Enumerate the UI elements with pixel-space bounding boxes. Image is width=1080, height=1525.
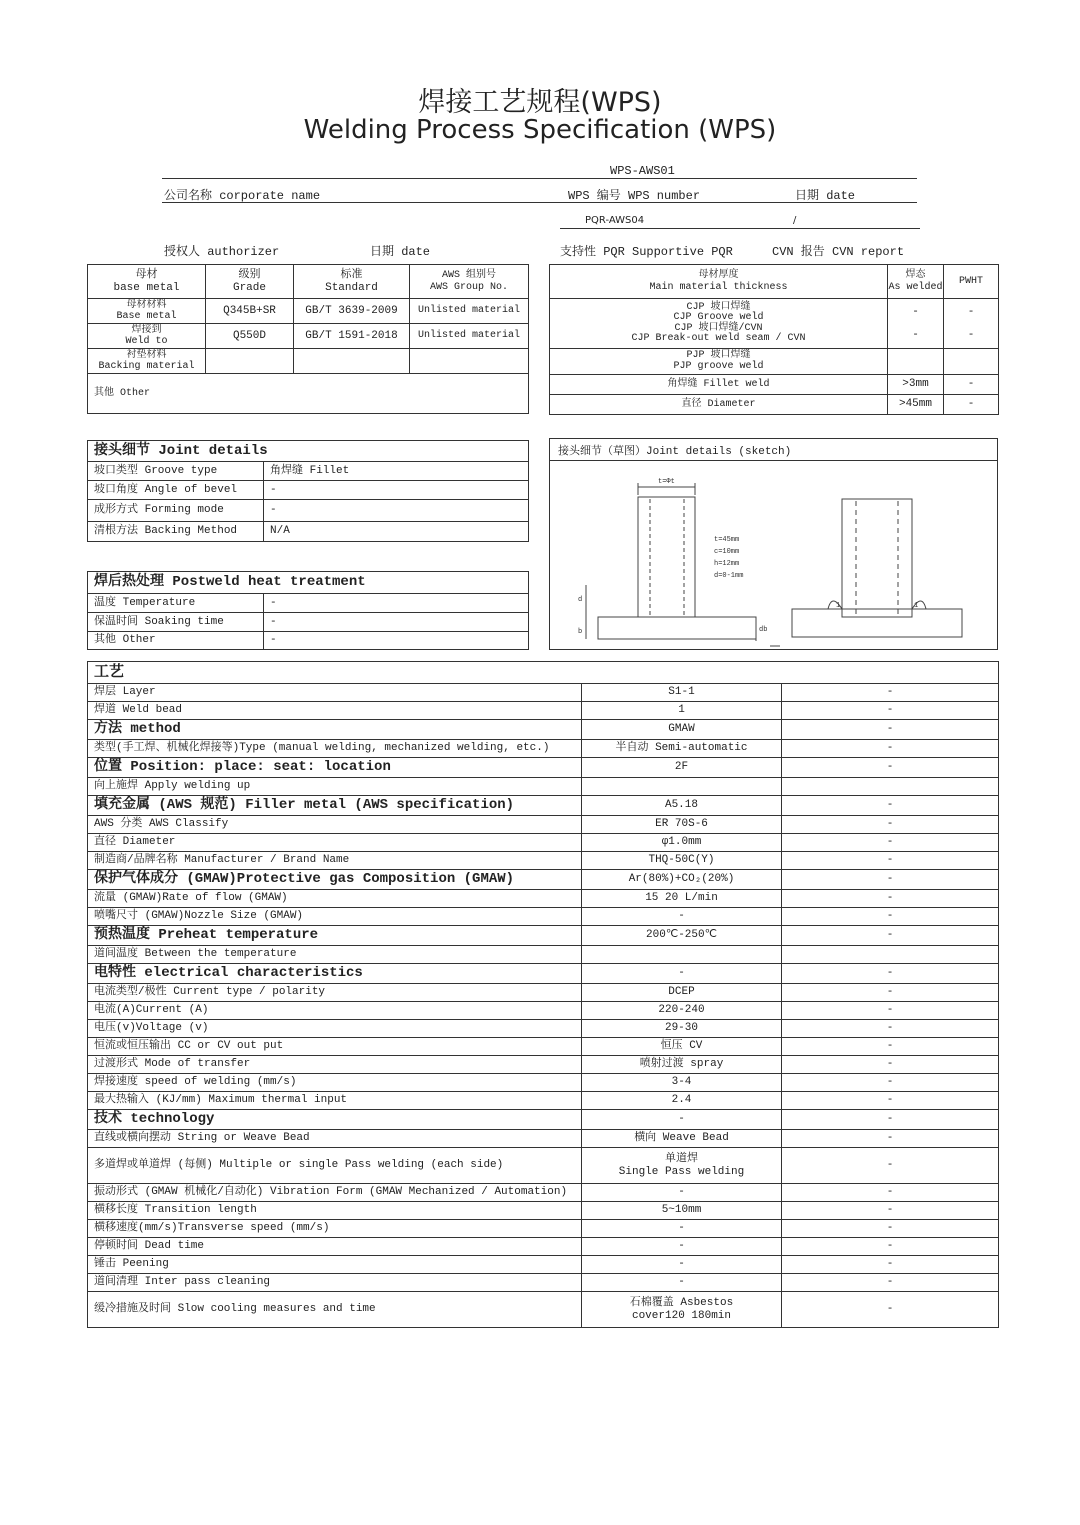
process-label: 停顿时间 Dead time [88,1238,582,1256]
process-right: - [782,1238,999,1256]
process-label: 多道焊或单道焊 (每侧) Multiple or single Pass welding (each side) [88,1148,582,1184]
date-label-1: 日期 date [795,189,856,203]
process-right: - [782,1020,999,1038]
other-label: 其他 Other [88,374,529,414]
process-right: - [782,702,999,720]
process-label: 类型(手工焊、机械化焊接等)Type (manual welding, mechanized welding, etc.) [88,740,582,758]
cell-as-welded [888,349,944,375]
header-line-1 [162,178,917,179]
process-value: A5.18 [582,796,782,816]
process-right: - [782,852,999,870]
pwht-table [87,571,529,650]
sketch-dim-d: d=0-1mm [714,572,744,580]
process-right: - [782,1292,999,1328]
cell-as-welded: - - [888,299,944,349]
process-value [582,946,782,964]
process-right: - [782,720,999,740]
cell-pwht: - - [944,299,999,349]
process-value: 单道焊 Single Pass welding [582,1148,782,1184]
row-value: - [264,613,529,632]
process-right: - [782,1074,999,1092]
process-row [88,1110,999,1130]
process-label: 横移长度 Transition length [88,1202,582,1220]
process-value: - [582,1256,782,1274]
cell-pwht [944,349,999,375]
sketch-title: 接头细节（草图）Joint details (sketch) [558,446,792,458]
process-label: 电流类型/极性 Current type / polarity [88,984,582,1002]
cell-pwht: - [944,395,999,415]
base-metal-table [87,264,529,414]
process-row [88,1274,999,1292]
row-value: - [264,500,529,522]
process-row [88,1020,999,1038]
process-row [88,1056,999,1074]
process-label: 道间清理 Inter pass cleaning [88,1274,582,1292]
process-value: 石棉覆盖 Asbestos cover120 180min [582,1292,782,1328]
row-label: 保温时间 Soaking time [88,613,264,632]
process-right: - [782,1256,999,1274]
cell-group: Unlisted material [410,299,529,324]
process-row [88,1292,999,1328]
process-label: AWS 分类 AWS Classify [88,816,582,834]
cell-group [410,349,529,374]
process-right: - [782,1274,999,1292]
process-label: 预热温度 Preheat temperature [88,926,582,946]
sketch-base-plate-left [598,617,756,639]
wps-number-label: WPS 编号 WPS number [568,189,701,203]
process-right: - [782,1220,999,1238]
process-label: 位置 Position: place: seat: location [88,758,582,778]
row-label: 成形方式 Forming mode [88,500,264,522]
process-label: 锤击 Peening [88,1256,582,1274]
process-value [582,778,782,796]
process-value: - [582,964,782,984]
process-right: - [782,816,999,834]
row-value: 角焊缝 Fillet [264,462,529,481]
process-right: - [782,890,999,908]
process-label: 横移速度(mm/s)Transverse speed (mm/s) [88,1220,582,1238]
process-row [88,702,999,720]
row-label: 其他 Other [88,632,264,650]
process-label: 最大热输入 (KJ/mm) Maximum thermal input [88,1092,582,1110]
process-title: 工艺 [88,662,999,684]
sketch-left-dim-b: b [578,628,583,636]
process-value: S1-1 [582,684,782,702]
process-right: - [782,908,999,926]
process-right: - [782,834,999,852]
process-row [88,1002,999,1020]
sketch-circle-label-left: 1 [836,602,841,610]
process-label: 道间温度 Between the temperature [88,946,582,964]
process-row [88,984,999,1002]
process-row [88,684,999,702]
process-row [88,964,999,984]
process-value: 2.4 [582,1092,782,1110]
process-label: 恒流或恒压输出 CC or CV out put [88,1038,582,1056]
process-right: - [782,1056,999,1074]
row-value: - [264,632,529,650]
process-value: 半自动 Semi-automatic [582,740,782,758]
corporate-name-label: 公司名称 corporate name [164,189,321,203]
process-row [88,1074,999,1092]
process-label: 焊道 Weld bead [88,702,582,720]
joint-sketch [550,461,997,649]
process-label: 焊层 Layer [88,684,582,702]
pwht-title: 焊后热处理 Postweld heat treatment [88,572,529,594]
joint-details-title: 接头细节 Joint details [88,441,529,462]
sketch-top-dim: t=Φt [658,478,675,486]
process-right: - [782,1110,999,1130]
process-right: - [782,926,999,946]
pqr-value: PQR-AWS04 [585,215,645,226]
process-value: 5~10mm [582,1202,782,1220]
process-label: 向上施焊 Apply welding up [88,778,582,796]
process-value: 200℃-250℃ [582,926,782,946]
cell-as-welded: >45mm [888,395,944,415]
process-row [88,1184,999,1202]
header-line-3 [560,228,920,229]
col-header-main-thickness: 母材厚度 Main material thickness [550,265,888,299]
process-row [88,834,999,852]
process-value: φ1.0mm [582,834,782,852]
row-value: - [264,594,529,613]
process-label: 直线或横向摆动 String or Weave Bead [88,1130,582,1148]
sketch-dim-t: t=45mm [714,536,740,544]
process-right: - [782,1038,999,1056]
cell-grade [206,349,294,374]
process-row [88,908,999,926]
process-right [782,778,999,796]
process-row [88,926,999,946]
process-label: 喷嘴尺寸 (GMAW)Nozzle Size (GMAW) [88,908,582,926]
row-label: 坡口角度 Angle of bevel [88,481,264,500]
process-right: - [782,1148,999,1184]
cell-standard: GB/T 3639-2009 [294,299,410,324]
process-right: - [782,740,999,758]
cell-pwht: - [944,375,999,395]
process-row [88,946,999,964]
process-value: - [582,908,782,926]
process-table [87,661,999,1328]
sketch-left-dim-a: d [578,596,583,604]
sketch-dim-h: h=12mm [714,560,740,568]
process-label: 制造商/品牌名称 Manufacturer / Brand Name [88,852,582,870]
process-right: - [782,1202,999,1220]
row-label-backing: 衬垫材料 Backing material [88,349,206,374]
wps-number-value: WPS-AWS01 [610,164,675,178]
process-right: - [782,796,999,816]
process-right: - [782,984,999,1002]
process-value: 220-240 [582,1002,782,1020]
process-right [782,946,999,964]
process-right: - [782,1092,999,1110]
process-right: - [782,1002,999,1020]
cell-group: Unlisted material [410,324,529,349]
process-label: 流量 (GMAW)Rate of flow (GMAW) [88,890,582,908]
date-label-2: 日期 date [370,245,431,259]
process-value: 15 20 L/min [582,890,782,908]
cell-standard [294,349,410,374]
process-label: 振动形式 (GMAW 机械化/自动化) Vibration Form (GMAW Mechanized / Automation) [88,1184,582,1202]
process-value: GMAW [582,720,782,740]
process-value: ER 70S-6 [582,816,782,834]
row-label-weld-to: 焊接到 Weld to [88,324,206,349]
page-title-en: Welding Process Specification (WPS) [303,115,777,145]
process-label: 电特性 electrical characteristics [88,964,582,984]
process-value: - [582,1220,782,1238]
process-row [88,852,999,870]
process-row [88,1092,999,1110]
row-label: 温度 Temperature [88,594,264,613]
col-header-pwht: PWHT [944,265,999,299]
process-value: 2F [582,758,782,778]
process-row [88,1038,999,1056]
process-row [88,816,999,834]
page-title-cn: 焊接工艺规程(WPS) [418,87,662,118]
process-value: - [582,1238,782,1256]
process-value: - [582,1110,782,1130]
process-value: THQ-50C(Y) [582,852,782,870]
process-right: - [782,1130,999,1148]
sketch-box [549,438,998,650]
process-label: 技术 technology [88,1110,582,1130]
process-row [88,1148,999,1184]
process-value: 喷射过渡 spray [582,1056,782,1074]
process-right: - [782,758,999,778]
row-cjp: CJP 坡口焊缝 CJP Groove weld CJP 坡口焊缝/CVN CJP Break-out weld seam / CVN [550,299,888,349]
thickness-table [549,264,999,415]
process-row [88,740,999,758]
process-row [88,778,999,796]
process-label: 缓冷措施及时间 Slow cooling measures and time [88,1292,582,1328]
cell-standard: GB/T 1591-2018 [294,324,410,349]
process-label: 电流(A)Current (A) [88,1002,582,1020]
process-value: Ar(80%)+CO₂(20%) [582,870,782,890]
process-row [88,758,999,778]
process-row [88,1130,999,1148]
process-right: - [782,1184,999,1202]
process-right: - [782,964,999,984]
process-right: - [782,870,999,890]
process-value: - [582,1184,782,1202]
col-header-as-welded: 焊态 As welded [888,265,944,299]
supporting-pqr-label: 支持性 PQR Supportive PQR [560,245,733,259]
sketch-right-dim: db [759,626,768,634]
cell-as-welded: >3mm [888,375,944,395]
process-label: 方法 method [88,720,582,740]
row-value: - [264,481,529,500]
process-value: - [582,1274,782,1292]
col-header-standard: 标准 Standard [294,265,410,299]
sketch-dim-c: c=10mm [714,548,740,556]
process-row [88,1256,999,1274]
header-line-2 [162,202,917,203]
process-value: 29-30 [582,1020,782,1038]
cell-grade: Q345B+SR [206,299,294,324]
process-label: 焊接速度 speed of welding (mm/s) [88,1074,582,1092]
process-right: - [782,684,999,702]
cell-grade: Q550D [206,324,294,349]
sketch-base-plate-right [792,609,962,637]
process-label: 电压(v)Voltage (v) [88,1020,582,1038]
process-row [88,1220,999,1238]
process-value: 3-4 [582,1074,782,1092]
row-value: N/A [264,522,529,542]
row-label: 坡口类型 Groove type [88,462,264,481]
authorizer-label: 授权人 authorizer [164,245,280,259]
joint-details-table [87,440,529,542]
process-value: 1 [582,702,782,720]
process-row [88,720,999,740]
process-label: 直径 Diameter [88,834,582,852]
process-row [88,1202,999,1220]
col-header-grade: 级别 Grade [206,265,294,299]
col-header-aws-group: AWS 组别号 AWS Group No. [410,265,529,299]
process-value: 恒压 CV [582,1038,782,1056]
process-value: DCEP [582,984,782,1002]
row-label: 清根方法 Backing Method [88,522,264,542]
row-pjp: PJP 坡口焊缝 PJP groove weld [550,349,888,375]
process-label: 填充金属 (AWS 规范) Filler metal (AWS specification) [88,796,582,816]
sketch-vertical-plate-right [842,499,912,617]
col-header-base-metal: 母材 base metal [88,265,206,299]
process-row [88,1238,999,1256]
process-row [88,890,999,908]
process-row [88,796,999,816]
process-label: 保护气体成分 (GMAW)Protective gas Composition (GMAW) [88,870,582,890]
sketch-circle-label-right: 1 [914,602,919,610]
row-diameter: 直径 Diameter [550,395,888,415]
process-row [88,870,999,890]
row-label-base-metal: 母材材料 Base metal [88,299,206,324]
process-value: 横向 Weave Bead [582,1130,782,1148]
row-fillet: 角焊缝 Fillet weld [550,375,888,395]
process-label: 过渡形式 Mode of transfer [88,1056,582,1074]
cvn-value: / [793,215,797,226]
sketch-vertical-plate-left [638,497,695,617]
cvn-report-label: CVN 报告 CVN report [772,245,905,259]
